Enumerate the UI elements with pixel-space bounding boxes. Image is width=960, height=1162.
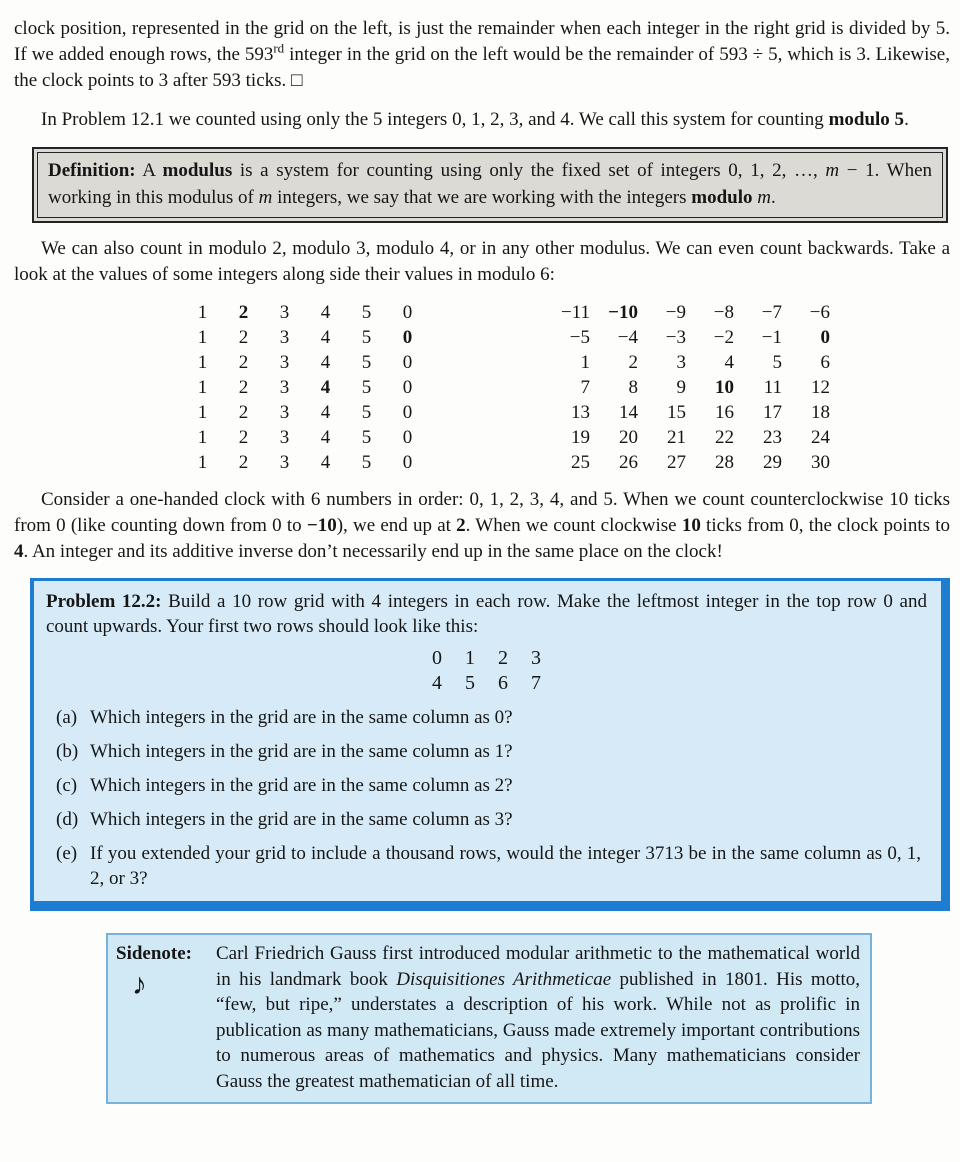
grid-cell: 29 xyxy=(763,452,782,473)
problem-part-c xyxy=(46,773,927,798)
grid-row xyxy=(182,300,428,325)
paragraph-other-moduli xyxy=(14,236,950,288)
grid-cell: 4 xyxy=(320,352,331,373)
grid-cell: 27 xyxy=(667,452,686,473)
bold-text: 10 xyxy=(681,515,701,536)
problem-part-d xyxy=(46,807,927,832)
grid-cell: 3 xyxy=(279,377,290,398)
definition-text xyxy=(37,152,943,218)
bold-text: 4 xyxy=(14,541,24,562)
grid-cell: 2 xyxy=(238,352,249,373)
grid-cell: 3 xyxy=(279,427,290,448)
definition-box xyxy=(32,147,948,223)
grid-cell: 30 xyxy=(811,452,830,473)
grid-cell: 3 xyxy=(279,402,290,423)
grid-row xyxy=(542,375,830,400)
sidenote-box xyxy=(106,933,872,1104)
text-run: ticks from 0, the clock points to xyxy=(700,515,950,536)
text-run: clock position, represented in the grid on the left, is just the remainder when each integer in the right grid is divided by 5. If we added enough rows, the 593 xyxy=(14,18,950,65)
grid-cell: 16 xyxy=(715,402,734,423)
grid-cell: 9 xyxy=(676,377,686,398)
grid-cell: 11 xyxy=(763,377,782,398)
sidenote-label: Sidenote: xyxy=(116,943,192,964)
grid-row xyxy=(542,450,830,475)
grid-row xyxy=(542,425,830,450)
grid-cell: 4 xyxy=(320,302,331,323)
grid-cell: 3 xyxy=(676,352,686,373)
problem-12-2-box xyxy=(30,578,950,911)
bold-text: 2 xyxy=(456,515,466,536)
part-text: If you extended your grid to include a thousand rows, would the integer 3713 be in the same column as 0, 1, 2, or 3? xyxy=(90,843,921,889)
grid-cell: −8 xyxy=(713,302,734,323)
text-run: . xyxy=(771,187,776,208)
text-run: We can also count in modulo 2, modulo 3, modulo 4, or in any other modulus. We can even count backwards. Take a look at the values of some integers along side their values in modulo 6: xyxy=(14,238,950,285)
text-run: A xyxy=(135,160,163,181)
grid-cell: 1 xyxy=(197,452,208,473)
part-text: Which integers in the grid are in the same column as 3? xyxy=(90,809,513,830)
grid-cell: 3 xyxy=(279,302,290,323)
grid-cell: 1 xyxy=(197,352,208,373)
part-label: (c) xyxy=(56,775,78,796)
grid-row xyxy=(182,425,428,450)
modulo-tables xyxy=(14,300,950,475)
grid-row xyxy=(542,300,830,325)
bold-text: Problem 12.2: xyxy=(46,591,162,612)
paragraph-problem-12-1 xyxy=(14,107,950,133)
grid-cell: 24 xyxy=(811,427,830,448)
grid-cell: −4 xyxy=(617,327,638,348)
grid-row xyxy=(542,400,830,425)
grid-cell: −9 xyxy=(665,302,686,323)
grid-cell: 0 xyxy=(402,402,413,423)
grid-cell: 2 xyxy=(238,327,249,348)
part-label: (a) xyxy=(56,707,78,728)
grid-cell: 0 xyxy=(402,352,413,373)
grid-cell: −1 xyxy=(761,327,782,348)
grid-cell: 2 xyxy=(238,452,249,473)
sidenote-label-column xyxy=(116,941,216,1094)
italic-text: m xyxy=(258,187,273,208)
grid-cell: 7 xyxy=(531,672,541,694)
grid-cell: −6 xyxy=(809,302,830,323)
grid-cell: 17 xyxy=(763,402,782,423)
grid-row xyxy=(182,325,428,350)
example-grid xyxy=(421,646,553,696)
paragraph-clock-remainder xyxy=(14,16,950,94)
part-text: Which integers in the grid are in the same column as 1? xyxy=(90,741,513,762)
grid-cell: 13 xyxy=(571,402,590,423)
grid-cell: 2 xyxy=(238,377,249,398)
grid-cell: 1 xyxy=(580,352,590,373)
grid-cell: 10 xyxy=(715,377,734,398)
grid-row xyxy=(542,325,830,350)
text-run: Carl Friedrich Gauss first introduced modular arithmetic to the mathematical world in his landmark book xyxy=(216,943,860,990)
grid-cell: 21 xyxy=(667,427,686,448)
grid-cell: 5 xyxy=(361,352,372,373)
grid-cell: 26 xyxy=(619,452,638,473)
grid-cell: 7 xyxy=(580,377,590,398)
grid-cell: 5 xyxy=(361,452,372,473)
grid-row xyxy=(421,671,553,696)
grid-cell: 20 xyxy=(619,427,638,448)
grid-cell: 28 xyxy=(715,452,734,473)
grid-cell: 4 xyxy=(320,427,331,448)
grid-row xyxy=(182,400,428,425)
italic-text: m xyxy=(757,187,771,208)
grid-cell: 0 xyxy=(820,327,830,348)
grid-cell: −10 xyxy=(608,302,638,323)
text-run: ), we end up at xyxy=(336,515,457,536)
problem-part-a xyxy=(46,705,927,730)
text-run: . When we count clockwise xyxy=(465,515,682,536)
problem-statement xyxy=(46,589,927,639)
grid-cell: 0 xyxy=(432,647,442,669)
text-run: Consider a one-handed clock with 6 numbers in order: 0, 1, 2, 3, 4, and 5. When we count counterclockwise 10 ticks from 0 (like counting down from 0 to xyxy=(14,489,950,536)
grid-cell: 8 xyxy=(628,377,638,398)
grid-cell: 1 xyxy=(197,377,208,398)
text-run: Build a 10 row grid with 4 integers in each row. Make the leftmost integer in the top row 0 and count upwards. Your first two rows should look like this: xyxy=(46,591,927,637)
grid-cell: 18 xyxy=(811,402,830,423)
grid-cell: 3 xyxy=(531,647,541,669)
text-run: . xyxy=(904,109,909,130)
grid-cell: 5 xyxy=(361,327,372,348)
italic-text: Disquisitiones Arithmeticae xyxy=(396,968,612,990)
grid-cell: 5 xyxy=(772,352,782,373)
grid-cell: 6 xyxy=(498,672,508,694)
grid-cell: 0 xyxy=(402,327,413,348)
text-run: . An integer and its additive inverse don’t necessarily end up in the same place on the clock! xyxy=(23,541,723,562)
grid-cell: 14 xyxy=(619,402,638,423)
grid-cell: 2 xyxy=(238,402,249,423)
grid-cell: −5 xyxy=(569,327,590,348)
bold-text: modulo 5 xyxy=(828,109,905,130)
grid-cell: 2 xyxy=(628,352,638,373)
italic-text: m xyxy=(825,160,840,181)
modulo6-values-grid xyxy=(182,300,428,475)
grid-cell: 22 xyxy=(715,427,734,448)
grid-cell: −2 xyxy=(713,327,734,348)
problem-parts xyxy=(46,705,927,891)
grid-cell: −11 xyxy=(560,302,590,323)
grid-cell: 5 xyxy=(361,377,372,398)
grid-cell: 1 xyxy=(465,647,475,669)
grid-cell: 1 xyxy=(197,302,208,323)
grid-cell: 4 xyxy=(320,402,331,423)
grid-cell: −3 xyxy=(665,327,686,348)
text-run: In Problem 12.1 we counted using only the 5 integers 0, 1, 2, 3, and 4. We call this system for counting xyxy=(41,109,829,130)
text-run: is a system for counting using only the fixed set of integers 0, 1, 2, …, xyxy=(232,160,826,181)
part-text: Which integers in the grid are in the same column as 0? xyxy=(90,707,513,728)
grid-cell: 0 xyxy=(402,427,413,448)
bold-text: −10 xyxy=(306,515,337,536)
grid-cell: 1 xyxy=(197,427,208,448)
grid-cell: 0 xyxy=(402,452,413,473)
grid-cell: 0 xyxy=(402,377,413,398)
grid-cell: 1 xyxy=(197,327,208,348)
grid-cell: 15 xyxy=(667,402,686,423)
grid-cell: 5 xyxy=(361,302,372,323)
text-run: rd xyxy=(273,40,285,56)
grid-row xyxy=(542,350,830,375)
sidenote-text xyxy=(216,941,860,1094)
grid-row xyxy=(182,350,428,375)
grid-cell: 5 xyxy=(465,672,475,694)
grid-cell: 5 xyxy=(361,427,372,448)
grid-cell: 1 xyxy=(197,402,208,423)
part-label: (d) xyxy=(56,809,79,830)
grid-cell: 4 xyxy=(320,377,331,398)
grid-cell: 3 xyxy=(279,327,290,348)
bold-text: modulus xyxy=(162,160,233,181)
text-run: − 1. When working in this modulus of xyxy=(48,160,933,208)
integers-grid xyxy=(542,300,830,475)
part-label: (b) xyxy=(56,741,79,762)
problem-part-b xyxy=(46,739,927,764)
eighth-note-icon: ♪ xyxy=(132,968,147,1001)
bold-text: modulo xyxy=(691,187,753,208)
grid-cell: 23 xyxy=(763,427,782,448)
grid-row xyxy=(182,450,428,475)
paragraph-one-handed-clock xyxy=(14,487,950,565)
bold-text: Definition: xyxy=(48,160,136,181)
part-label: (e) xyxy=(56,843,78,864)
grid-cell: 5 xyxy=(361,402,372,423)
grid-cell: 4 xyxy=(320,452,331,473)
grid-cell: 0 xyxy=(402,302,413,323)
grid-row xyxy=(182,375,428,400)
text-run: published in 1801. His motto, “few, but ripe,” understates a description of his work. While not as prolific in publication as many mathematicians, Gauss made extremely important contributions to numerous areas of mathematics and physics. Many mathematicians consider Gauss the greatest mathematician of all time. xyxy=(216,968,860,1092)
grid-cell: 3 xyxy=(279,352,290,373)
problem-part-e xyxy=(46,841,927,891)
grid-cell: 19 xyxy=(571,427,590,448)
grid-cell: 4 xyxy=(724,352,734,373)
grid-cell: 6 xyxy=(820,352,830,373)
grid-cell: 2 xyxy=(498,647,508,669)
grid-cell: 2 xyxy=(238,302,249,323)
grid-cell: 25 xyxy=(571,452,590,473)
grid-cell: 3 xyxy=(279,452,290,473)
grid-row xyxy=(421,646,553,671)
grid-cell: −7 xyxy=(761,302,782,323)
text-run: integers, we say that we are working with the integers xyxy=(272,187,692,208)
text-run: integer in the grid on the left would be the remainder of 593 ÷ 5, which is 3. Likewise, the clock points to 3 after 593 ticks. □ xyxy=(14,44,950,91)
part-text: Which integers in the grid are in the same column as 2? xyxy=(90,775,513,796)
grid-cell: 12 xyxy=(811,377,830,398)
grid-cell: 2 xyxy=(238,427,249,448)
grid-cell: 4 xyxy=(320,327,331,348)
grid-cell: 4 xyxy=(432,672,442,694)
